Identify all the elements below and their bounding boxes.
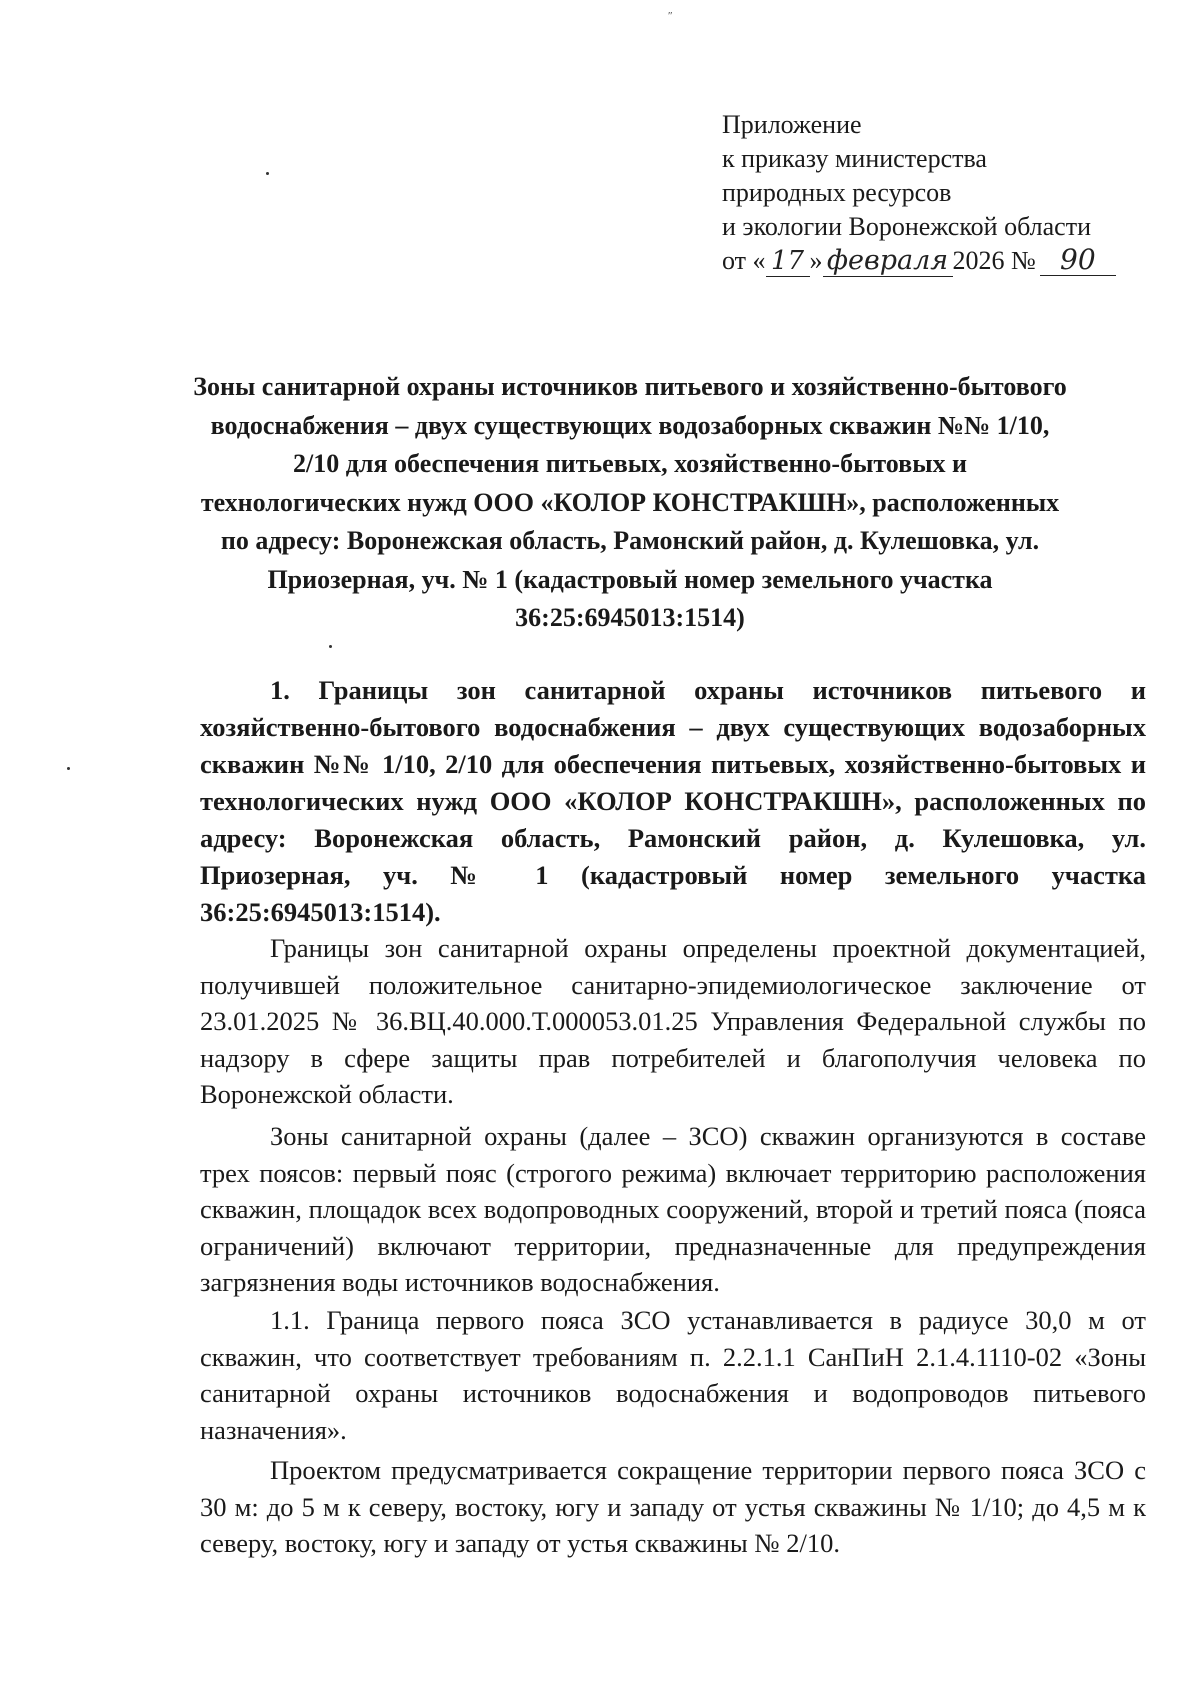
- scan-speck: [329, 645, 332, 648]
- appendix-date-line: [722, 244, 1116, 278]
- appendix-line: к приказу министерства: [722, 144, 987, 173]
- date-prefix: от «: [722, 246, 766, 275]
- section-1-heading: 1. Границы зон санитарной охраны источников питьевого и хозяйственно-бытового водоснабжения – двух существующих водозаборных скважин №№ 1/10, 2/10 для обеспечения питьевых, хозяйственно-бытовых и технологических нужд ООО «КОЛОР КОНСТРАКШН», расположенных по адресу: Воронежская область, Рамонский район, д. Кулешовка, ул. Приозерная, уч. № 1 (кадастровый номер земельного участка 36:25:6945013:1514).: [200, 675, 1146, 927]
- date-year: 2026 №: [952, 246, 1036, 275]
- appendix-block: [722, 108, 1116, 278]
- scan-speck: [67, 767, 70, 770]
- paragraph: Границы зон санитарной охраны определены проектной документацией, получившей положительное санитарно-эпидемиологическое заключение от 23.01.2025 № 36.ВЦ.40.000.Т.000053.01.25 Управления Федеральной службы по надзору в сфере защиты прав потребителей и благополучия человека по Воронежской области.: [200, 933, 1146, 1109]
- date-quote: »: [809, 246, 823, 275]
- handwritten-order-number: 90: [1040, 245, 1116, 276]
- appendix-line: и экологии Воронежской области: [722, 212, 1091, 241]
- page-mark: ″: [668, 10, 673, 22]
- paragraph: 1.1. Граница первого пояса ЗСО устанавливается в радиусе 30,0 м от скважин, что соответствует требованиям п. 2.2.1.1 СанПиН 2.1.4.1110-02 «Зоны санитарной охраны источников водоснабжения и водопроводов питьевого назначения».: [200, 1305, 1146, 1445]
- handwritten-month: февраля: [823, 246, 953, 277]
- paragraph: Зоны санитарной охраны (далее – ЗСО) скважин организуются в составе трех поясов: первый пояс (строгого режима) включает территорию расположения скважин, площадок всех водопроводных сооружений, второй и третий пояса (пояса ограничений) включают территории, предназначенные для предупреждения загрязнения воды источников водоснабжения.: [200, 1121, 1146, 1297]
- scan-speck: [266, 172, 269, 175]
- document-title: Зоны санитарной охраны источников питьевого и хозяйственно-бытового водоснабжения – двух существующих водозаборных скважин №№ 1/10, 2/10 для обеспечения питьевых, хозяйственно-бытовых и технологических нужд ООО «КОЛОР КОНСТРАКШН», расположенных по адресу: Воронежская область, Рамонский район, д. Кулешовка, ул. Приозерная, уч. № 1 (кадастровый номер земельного участка 36:25:6945013:1514): [193, 372, 1067, 632]
- handwritten-day: 17: [766, 246, 810, 277]
- paragraph: Проектом предусматривается сокращение территории первого пояса ЗСО с 30 м: до 5 м к северу, востоку, югу и западу от устья скважины № 1/10; до 4,5 м к северу, востоку, югу и западу от устья скважины № 2/10.: [200, 1455, 1146, 1558]
- appendix-line: природных ресурсов: [722, 178, 952, 207]
- appendix-line: Приложение: [722, 110, 862, 139]
